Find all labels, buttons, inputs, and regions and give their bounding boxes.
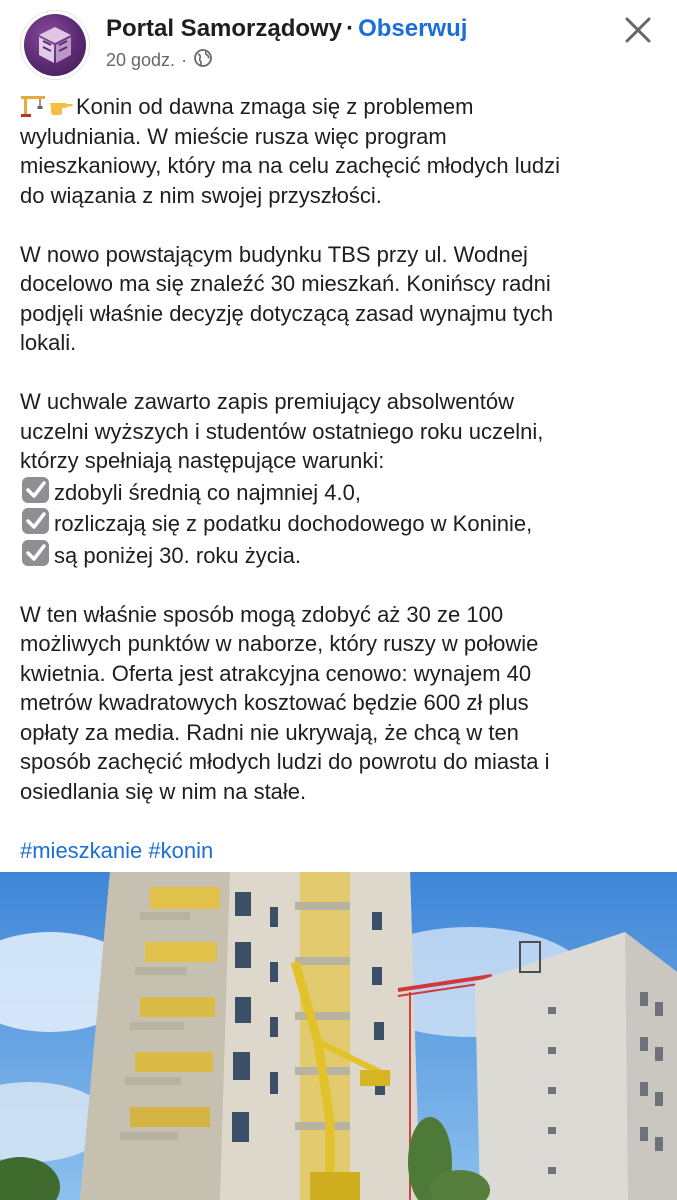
condition-item: są poniżej 30. roku życia.	[20, 539, 660, 571]
building-photo	[0, 872, 677, 1200]
post-header	[0, 0, 677, 84]
text-line: W ten właśnie sposób mogą zdobyć aż 30 ze 100	[20, 601, 504, 627]
text-line: W nowo powstającym budynku TBS przy ul. Wodnej	[20, 241, 528, 267]
hashtags	[20, 836, 660, 866]
text-line: kwietnia. Oferta jest atrakcyjna cenowo: wynajem 40	[20, 660, 532, 686]
post-text	[20, 92, 660, 895]
text-line: lokali.	[20, 330, 77, 355]
portal-logo-icon	[24, 14, 86, 76]
meta-separator: ·	[181, 50, 188, 70]
paragraph-intro	[20, 92, 660, 210]
page-avatar[interactable]	[20, 10, 90, 80]
paragraph-resolution	[20, 387, 660, 570]
post-timestamp[interactable]: 20 godz.	[106, 50, 176, 70]
paragraph-building	[20, 240, 660, 358]
follow-button[interactable]: Obserwuj	[358, 15, 468, 42]
close-icon	[624, 16, 652, 44]
title-separator: ·	[346, 15, 355, 42]
pointing-hand-icon	[48, 93, 74, 117]
condition-item: zdobyli średnią co najmniej 4.0,	[20, 476, 660, 508]
text-line: opłaty za media. Radni nie ukrywają, że chcą w ten	[20, 719, 519, 745]
text-line: uczelni wyższych i studentów ostatniego roku uczelni,	[20, 418, 544, 444]
text-line: do wiązania z nim swojej przyszłości.	[20, 182, 382, 208]
hashtag-link[interactable]: #konin	[148, 837, 214, 863]
check-box-icon	[20, 539, 52, 567]
construction-crane-icon	[20, 93, 46, 117]
check-box-icon	[20, 507, 52, 535]
text-line: którzy spełniają następujące warunki:	[20, 448, 385, 473]
text-line: sposób zachęcić młodych ludzi do powrotu do miasta i	[20, 749, 550, 774]
text-line: metrów kwadratowych kosztować będzie 600 zł plus	[20, 690, 529, 715]
page-title-row	[106, 15, 467, 43]
paragraph-offer	[20, 600, 660, 807]
text-line: podjęli właśnie decyzję dotyczącą zasad wynajmu tych	[20, 300, 554, 326]
condition-item: rozliczają się z podatku dochodowego w Koninie,	[20, 507, 660, 539]
post-photo[interactable]	[0, 872, 677, 1200]
close-button[interactable]	[620, 12, 656, 48]
text-line: Konin od dawna zmaga się z problemem	[20, 92, 660, 122]
post-meta	[106, 48, 213, 73]
text-line: W uchwale zawarto zapis premiujący absolwentów	[20, 389, 514, 414]
text-line: możliwych punktów w naborze, który ruszy w połowie	[20, 631, 539, 656]
hashtag-link[interactable]: #mieszkanie	[20, 837, 143, 863]
text-line: mieszkaniowy, który ma na celu zachęcić młodych ludzi	[20, 153, 561, 178]
check-box-icon	[20, 476, 52, 504]
page-name-link[interactable]: Portal Samorządowy	[106, 15, 343, 42]
text-line: wyludniania. W mieście rusza więc program	[20, 123, 447, 149]
text-line: osiedlania się w nim na stałe.	[20, 778, 307, 804]
text-line: docelowo ma się znaleźć 30 mieszkań. Konińscy radni	[20, 271, 551, 296]
globe-icon	[193, 48, 213, 73]
